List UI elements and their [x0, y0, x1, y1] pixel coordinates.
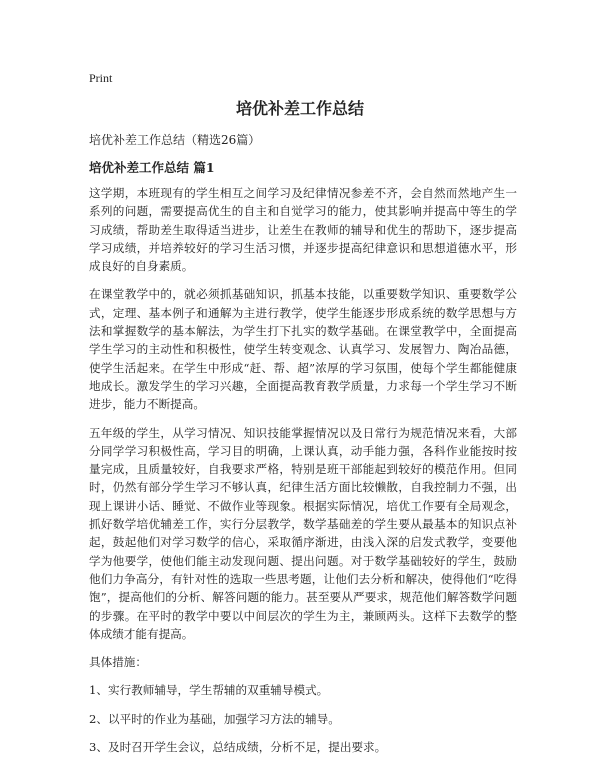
page-title: 培优补差工作总结 — [235, 99, 364, 118]
measure-item: 3、及时召开学生会议，总结成绩，分析不足，提出要求。 — [89, 740, 387, 755]
print-link[interactable]: Print — [89, 71, 113, 85]
paragraph-3: 五年级的学生，从学习情况、知识技能掌握情况以及日常行为规范情况来看，大部分同学学习积极性高，学习目的明确，上课认真，动手能力强，各科作业能按时按量完成，且质量较好，自我要求严格，特别是班干部能起到较好的模范作用。但同时，仍然有部分学生学习不够认真，纪律生活方面比较懒散，自我控制力不强，出现上课讲小话、睡觉、不做作业等现象。根据实际情况，培优工作要有全局观念，抓好数学培优辅差工作，实行分层教学，数学基础差的学生要从最基本的知识点补起，鼓起他们对学习数学的信心，采取循序渐进，由浅入深的启发式教学，变要他学为他要学，使他们能主动发现问题、提出问题。对于数学基础较好的学生，鼓励他们力争高分，有针对性的选取一些思考题，让他们去分析和解决，使得他们“吃得饱”，提高他们的分析、解答问题的能力。甚至要从严要求，规范他们解答数学问题的步骤。在平时的教学中要以中间层次的学生为主，兼顾两头。这样下去数学的整体成绩才能有提高。 — [89, 425, 517, 641]
measure-item: 1、实行教师辅导，学生帮辅的双重辅导模式。 — [89, 683, 329, 698]
paragraph-1: 这学期，本班现有的学生相互之间学习及纪律情况参差不齐，会自然而然地产生一系列的问题，需要提高优生的自主和自觉学习的能力，使其影响并提高中等生的学习成绩，帮助差生取得适当进步，让差生在教师的辅导和优生的帮助下，逐步提高学习成绩，并培养较好的学习生活习惯，并逐步提高纪律意识和思想道德水平，形成良好的自身素质。 — [89, 186, 517, 274]
section-heading: 培优补差工作总结 篇1 — [89, 160, 215, 175]
document-subtitle: 培优补差工作总结（精选26篇） — [89, 133, 261, 147]
paragraph-2: 在课堂教学中的，就必须抓基础知识，抓基本技能，以重要数学知识、重要数学公式，定理、基本例子和通解为主进行教学，使学生能逐步形成系统的数学思想与方法和掌握数学的基本解法，为学生打下扎实的数学基础。在课堂教学中，全面提高学生学习的主动性和积极性，使学生转变观念、认真学习、发展智力、陶冶品德，使学生活起来。在学生中形成“赶、帮、超”浓厚的学习氛围，使每个学生都能健康地成长。激发学生的学习兴趣，全面提高教育教学质量，力求每一个学生学习不断进步，能力不断提高。 — [89, 287, 517, 412]
measures-title: 具体措施： — [89, 655, 147, 670]
measure-item: 2、以平时的作业为基础，加强学习方法的辅导。 — [89, 711, 340, 726]
article-body — [89, 184, 517, 766]
